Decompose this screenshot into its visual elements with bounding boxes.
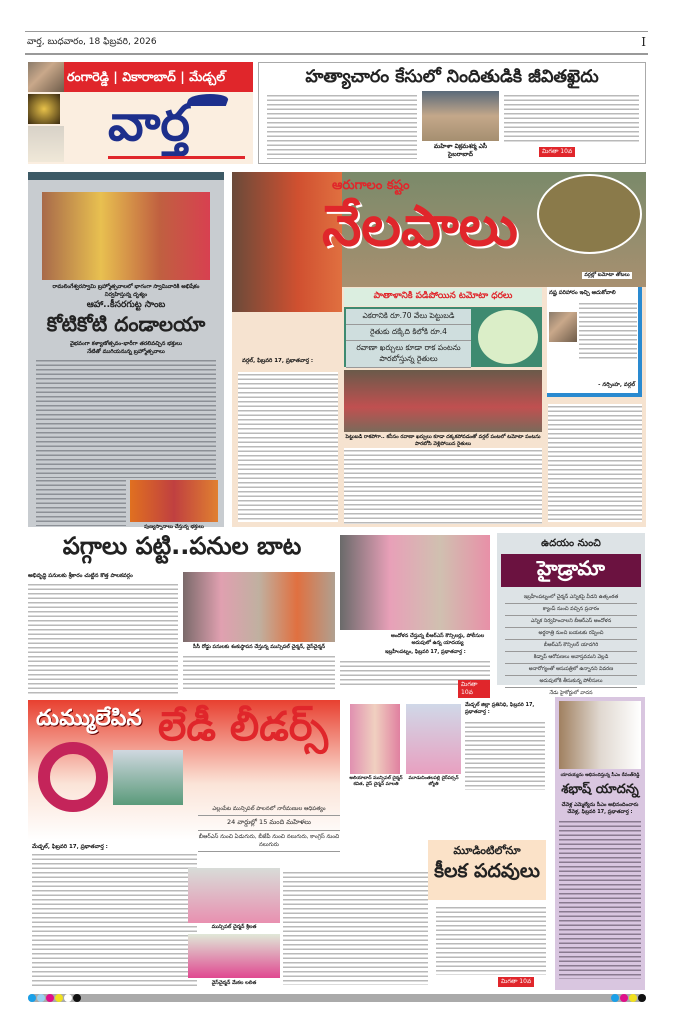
points-box xyxy=(344,307,542,367)
date-bar xyxy=(25,31,648,55)
key-posts-headline: కీలక పదవులు xyxy=(434,860,540,882)
kavitha-caption: అలియాబాద్ మున్సిపల్ చైర్మన్ కవిత, వైస్ చైర్మన్ మాలతి xyxy=(349,776,403,787)
jyothi-photo xyxy=(406,704,461,774)
feature-headline: నేలపాలు xyxy=(322,194,518,259)
district-band: రంగారెడ్డి | వికారాబాద్ | మేడ్చల్ xyxy=(64,62,253,92)
office-photo xyxy=(113,750,183,805)
pattalu-subhead: అభివృద్ధి పనులకు శ్రీకారం చుట్టిన కొత్త పాలకవర్గం xyxy=(28,573,133,579)
left-subhead-1: వైభవంగా కళ్యాణోత్సవం-భారీగా తరలివచ్చిన భక్తులు xyxy=(70,341,182,347)
protest-caption: ఆందోళన చేస్తున్న బీఆర్ఎస్ కౌన్సిలర్లు, పోలీసుల అదుపులో ఉన్న యాదయ్య xyxy=(390,633,485,646)
left-story xyxy=(28,172,224,530)
quote-attribution: - నర్సింహ, వర్గల్ xyxy=(598,382,635,388)
point-1: ఎకరానికి రూ.70 వేలు పెట్టుబడి xyxy=(346,309,471,325)
female-symbol-icon xyxy=(38,742,108,812)
lady-dateline: మేడ్చల్, ఫిబ్రవరి 17, ప్రభాతవార్త : xyxy=(32,844,108,850)
continued-tag[interactable]: మిగతా 10వ xyxy=(458,680,490,698)
hydrama-item: కిడ్నాప్ ఆరోపణలు అవాస్తవమని వెల్లడి xyxy=(505,652,637,664)
hydrama-item: క్యాంప్ నుంచి వచ్చిన ప్రచారం xyxy=(505,604,637,616)
lady-subhead: ఎల్లంపేట మున్సిపల్ పాలనలో నారీమణుల ఆధిపత్యం xyxy=(198,803,340,816)
temple-photo xyxy=(28,62,64,92)
key-posts-kicker: మూడింటిలోనూ xyxy=(453,844,521,857)
hydrama-item: అనారోగ్యంతో ఆసుపత్రిలో ఉన్నానని వివరణ xyxy=(505,664,637,676)
inset-caption: వర్గల్లో టమోటా తోటలు xyxy=(582,272,632,279)
continued-tag[interactable]: మిగతా 10వ xyxy=(539,147,575,157)
lady-kicker: దుమ్ములేపిన xyxy=(36,706,142,731)
protest-photo xyxy=(340,535,490,630)
hydrama-item: ఇబ్రహీంపట్నంలో చైర్మన్ ఎన్నికపై వీడని ఉత్కంఠత xyxy=(505,592,637,604)
srilatha-caption: మున్సిపల్ చైర్మన్ శ్రీలత xyxy=(211,924,257,930)
jyothi-caption: మూడుచింతలపల్లి చైర్‌పర్సన్ జ్యోతి xyxy=(408,776,459,787)
tomato-feature xyxy=(232,172,646,527)
dateline: వార్త, బుధవారం, 18 ఫిబ్రవరి, 2026 xyxy=(27,37,157,47)
top-story xyxy=(258,62,646,164)
field-inset-photo xyxy=(537,174,642,254)
cm-caption: యాదయ్యను అభినందిస్తున్న సీఎం రేవంత్‌రెడ్డి xyxy=(560,773,640,778)
pattalu-headline: పగ్గాలు పట్టి..పనుల బాట xyxy=(62,532,302,560)
key-posts-box xyxy=(428,840,546,900)
hydrama-item: ఎన్నిక నిర్వహించాలని బీఆర్ఎస్ ఆందోళన xyxy=(505,616,637,628)
hydrama-kicker: ఉదయం నుంచి xyxy=(541,538,601,549)
hydrama-list xyxy=(497,590,645,701)
yadanna-subhead: చేవెళ్ల ఎమ్మెల్యేను సీఎం అభినందించారు xyxy=(561,802,639,808)
lady-headline: లేడీ లీడర్స్ xyxy=(158,704,328,750)
continued-tag[interactable]: మిగతా 10వ xyxy=(498,977,534,987)
kavitha-photo xyxy=(350,704,400,774)
hydrama-item: అర్ధరాత్రి నుంచి బయటకు రప్పించి xyxy=(505,628,637,640)
officials-photo xyxy=(183,572,335,642)
hydrama-item: నేడు హైకోర్టులో వాదన xyxy=(549,690,593,696)
dumped-tomatoes-photo xyxy=(344,370,542,432)
lady-subhead: 24 వార్డుల్లో 15 మంది మహిళలు xyxy=(198,816,340,831)
price-banner: పాతాళానికి పడిపోయిన టమోటా ధరలు xyxy=(344,288,542,306)
protest-story xyxy=(340,535,490,695)
left-headline: కోటికోటి దండాలయా xyxy=(46,312,206,336)
lalitha-caption: వైస్‌చైర్మన్ మేకల లలిత xyxy=(211,980,257,986)
left-subhead-2: నేటితో ముగియనున్న బ్రహ్మోత్సవాలు xyxy=(87,349,165,355)
yadanna-box xyxy=(555,697,645,990)
hydrama-item: అదుపులోకి తీసుకున్న పోలీసులు xyxy=(505,676,637,688)
cm-photo xyxy=(559,701,641,769)
srilatha-photo xyxy=(188,868,280,923)
dove-logo-icon xyxy=(186,94,230,106)
quote-box xyxy=(547,287,642,397)
quote-title: నష్ట పరిహారం ఇచ్చి ఆదుకోవాలి xyxy=(549,290,616,296)
feature-kicker: ఆరుగాలం కష్టం xyxy=(332,178,410,193)
print-registration-bar xyxy=(28,994,646,1002)
point-3: రవాణా ఖర్చులు కూడా రాక పంటను పారబోస్తున్న రైతులు xyxy=(346,341,471,368)
ritual-caption: రామలింగేశ్వరస్వామి బ్రహ్మోత్సవాలలో భాగంగా స్వామివారికి అభిషేకం నిర్వహిస్తున్న దృశ్యం xyxy=(52,284,200,298)
left-kicker: ఆహా..కీసరగుట్ట సాంబ xyxy=(86,300,166,310)
point-2: రైతుకు దక్కేది కిలోకి రూ.4 xyxy=(346,325,471,341)
logo: వార్త xyxy=(108,94,191,152)
farmer-portrait xyxy=(549,312,577,342)
lady-subheads xyxy=(198,803,340,852)
masthead xyxy=(28,62,253,164)
lady-leaders-story xyxy=(28,700,548,990)
officer-photo xyxy=(422,91,499,141)
top-story-headline: హత్యాచారం కేసులో నిందితుడికి జీవితఖైదు xyxy=(305,67,599,87)
dumped-caption: పెట్టుబడి రాకపోగా.. కనీసం రవాణా ఖర్చులు కూడా దక్కకపోవడంతో వర్గల్ పంటలో టమోటా పంటను పారబోసి వెళ్లిపోయిన రైతులు xyxy=(345,434,541,447)
devotees-photo xyxy=(130,480,218,522)
statue-photo xyxy=(28,94,60,124)
yadanna-headline: శభాష్ యాదన్న xyxy=(561,782,639,797)
hydrama-item: బీఆర్ఎస్ కౌన్సిలర్ యాదగిరి xyxy=(505,640,637,652)
page-marker: I xyxy=(641,35,646,49)
devotees-caption: పుణ్యస్నానాలు చేస్తున్న భక్తులు xyxy=(144,524,204,530)
building-photo xyxy=(28,126,64,162)
protest-dateline: ఇబ్రహీంపట్నం, ఫిబ్రవరి 17, ప్రభాతవార్త : xyxy=(385,649,466,655)
hydrama-box xyxy=(497,533,645,696)
hydrama-headline: హైడ్రామా xyxy=(501,554,641,587)
side-dateline: మేడ్చల్ జిల్లా ప్రతినిధి, ఫిబ్రవరి 17, ప్రభాతవార్త : xyxy=(465,702,535,715)
ritual-photo xyxy=(42,192,210,280)
yadanna-dateline: చేవెళ్ల, ఫిబ్రవరి 17, ప్రభాతవార్త : xyxy=(567,809,633,815)
feature-dateline: వర్గల్, ఫిబ్రవరి 17, ప్రభాతవార్త : xyxy=(242,358,314,364)
lalitha-photo xyxy=(188,934,280,978)
officials-caption: సీసీ రోడ్డు పనులకు శంకుస్థాపన చేస్తున్న మున్సిపల్ చైర్మన్, వైస్‌చైర్మన్ xyxy=(192,644,326,650)
pattalu-story xyxy=(28,532,336,697)
lady-subhead: బీఆర్ఎస్ నుంచి ఏడుగురు, బీజేపీ నుంచి నలుగురు, కాంగ్రెస్ నుంచి నలుగురు xyxy=(198,831,340,852)
officer-caption: మహిళా విక్రమశర్మ ఎసీ సైబరాబాద్ xyxy=(433,143,488,158)
